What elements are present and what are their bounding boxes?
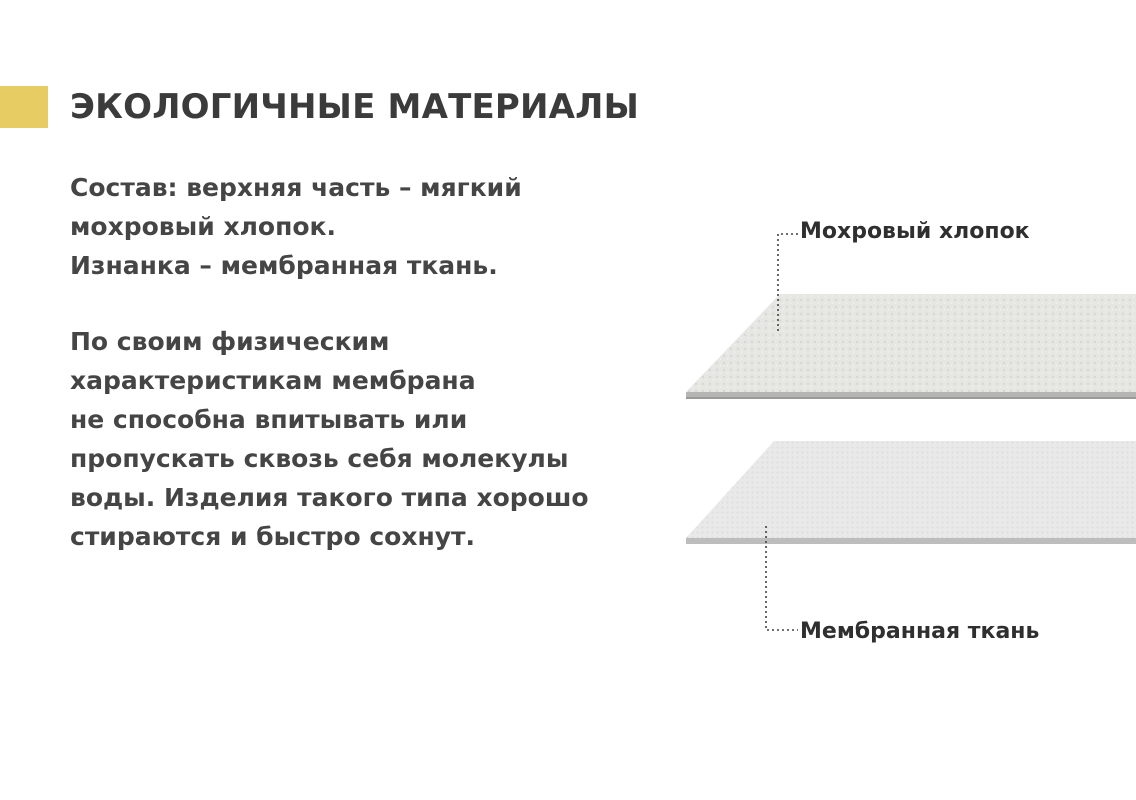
terry-cotton-label: Мохровый хлопок — [800, 219, 1030, 244]
terry-cotton-layer — [686, 294, 1136, 399]
text-line: Состав: верхняя часть – мягкий — [70, 173, 522, 202]
page-title: ЭКОЛОГИЧНЫЕ МАТЕРИАЛЫ — [70, 87, 640, 127]
text-line: По своим физическим — [70, 327, 390, 356]
text-line: пропускать сквозь себя молекулы — [70, 444, 569, 473]
text-line: стираются и быстро сохнут. — [70, 522, 476, 551]
text-line: характеристикам мембрана — [70, 366, 476, 395]
text-line: мохровый хлопок. — [70, 212, 336, 241]
composition-paragraph — [70, 168, 660, 285]
membrane-fabric-label: Мембранная ткань — [800, 619, 1040, 644]
text-line: воды. Изделия такого типа хорошо — [70, 483, 589, 512]
accent-bar — [0, 86, 48, 128]
text-line: не способна впитывать или — [70, 405, 468, 434]
text-line: Изнанка – мембранная ткань. — [70, 251, 498, 280]
fabric-layers-illustration — [680, 200, 1136, 660]
properties-paragraph — [70, 322, 660, 556]
membrane-layer — [686, 441, 1136, 544]
